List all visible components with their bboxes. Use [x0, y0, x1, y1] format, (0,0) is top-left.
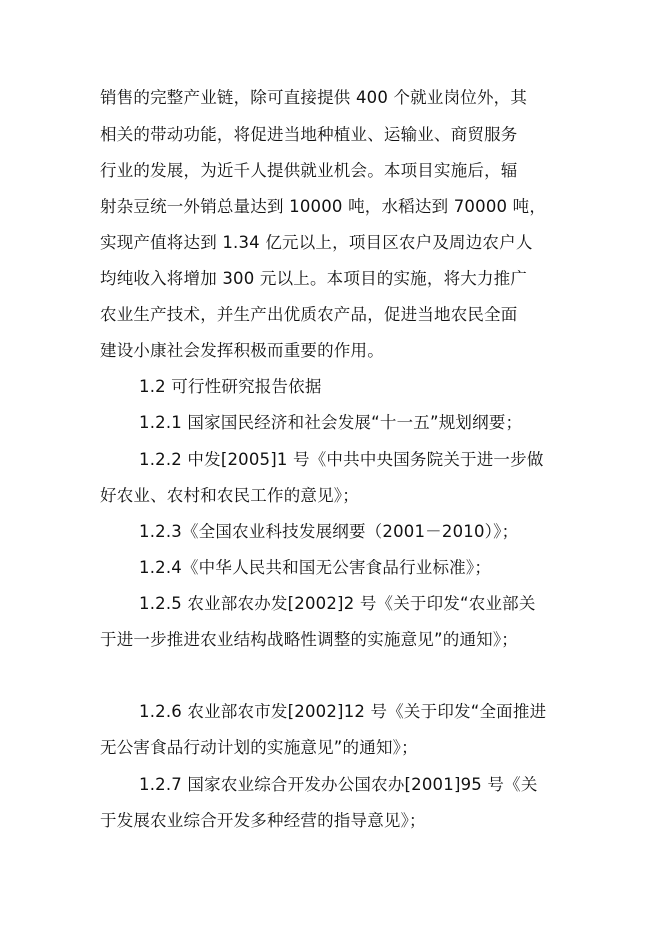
reference-item: 1.2.2 中发[2005]1 号《中共中央国务院关于进一步做	[139, 450, 544, 469]
reference-item-continuation: 于发展农业综合开发多种经营的指导意见》；	[100, 811, 426, 830]
reference-item-continuation: 于进一步推进农业结构战略性调整的实施意见”的通知》；	[100, 630, 518, 649]
reference-item: 1.2.3《全国农业科技发展纲要（2001－2010）》；	[139, 522, 519, 541]
reference-item: 1.2.6 农业部农市发[2002]12 号《关于印发“全面推进	[139, 702, 547, 721]
body-text-line: 销售的完整产业链，除可直接提供 400 个就业岗位外，其	[100, 88, 528, 107]
body-text-line: 相关的带动功能，将促进当地种植业、运输业、商贸服务	[100, 125, 518, 144]
body-text-line: 建设小康社会发挥积极而重要的作用。	[100, 341, 384, 360]
reference-item-continuation: 好农业、农村和农民工作的意见》；	[100, 486, 359, 505]
reference-item: 1.2.4《中华人民共和国无公害食品行业标准》；	[139, 558, 492, 577]
body-text-line: 均纯收入将增加 300 元以上。本项目的实施，将大力推广	[100, 269, 528, 288]
reference-item: 1.2.5 农业部农办发[2002]2 号《关于印发“农业部关	[139, 594, 536, 613]
section-heading: 1.2 可行性研究报告依据	[139, 377, 322, 396]
reference-item-continuation: 无公害食品行动计划的实施意见”的通知》；	[100, 738, 418, 757]
body-text-line: 实现产值将达到 1.34 亿元以上，项目区农户及周边农户人	[100, 233, 533, 252]
body-text-line: 行业的发展，为近千人提供就业机会。本项目实施后，辐	[100, 161, 518, 180]
reference-item: 1.2.1 国家国民经济和社会发展“十一五”规划纲要；	[139, 413, 523, 432]
reference-item: 1.2.7 国家农业综合开发办公国农办[2001]95 号《关	[139, 775, 538, 794]
body-text-line: 射杂豆统一外销总量达到 10000 吨，水稻达到 70000 吨，	[100, 197, 547, 216]
body-text-line: 农业生产技术，并生产出优质农产品，促进当地农民全面	[100, 305, 518, 324]
